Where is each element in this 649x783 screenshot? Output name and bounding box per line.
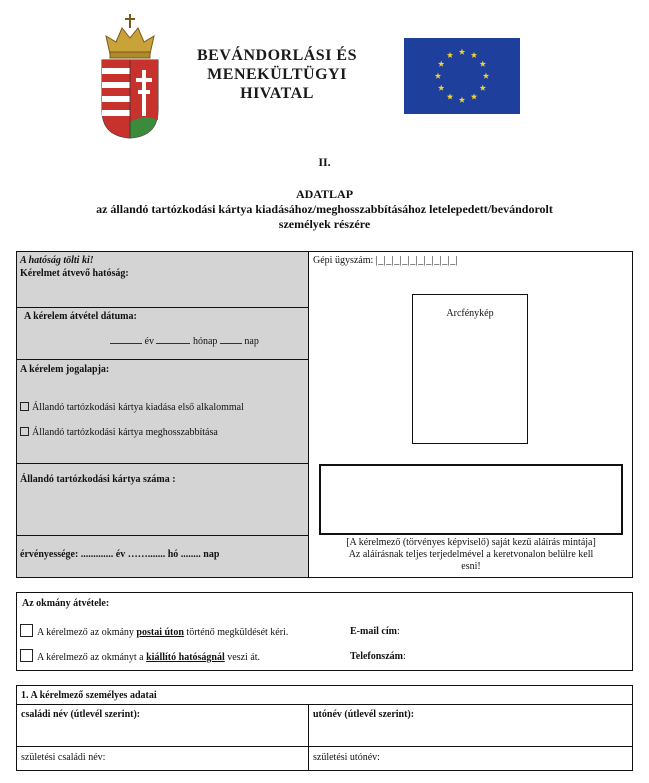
receipt-date-label: A kérelem átvétel dátuma:	[24, 311, 137, 322]
case-number-label: Gépi ügyszám:	[313, 255, 374, 266]
pickup-option-office-text: A kérelmező az okmányt a	[37, 652, 147, 663]
pickup-option-office-tail: veszi át.	[224, 652, 261, 663]
birth-family-name-label[interactable]: születési családi név:	[21, 752, 106, 763]
birth-given-name-label[interactable]: születési utónév:	[313, 752, 380, 763]
date-month-label: hónap	[192, 336, 218, 347]
given-name-label: utónév (útlevél szerint):	[313, 709, 415, 720]
checkbox[interactable]	[20, 402, 29, 411]
family-name-field[interactable]	[20, 722, 304, 744]
date-day-label: nap	[244, 336, 259, 347]
receiving-authority-field[interactable]	[20, 282, 304, 304]
pickup-option-post-bold: postai úton	[136, 627, 184, 638]
signature-caption-line1: [A kérelmező (törvényes képviselő) saját kezű aláírás mintája]	[346, 537, 596, 548]
receipt-date-fields[interactable]	[110, 336, 300, 347]
agency-name-line2: MENEKÜLTÜGYI	[207, 66, 347, 83]
checkbox[interactable]	[20, 649, 33, 662]
email-colon: :	[396, 626, 400, 637]
section-number: II.	[318, 155, 331, 169]
form-subtitle-line2: személyek részére	[278, 217, 371, 231]
pickup-option-office[interactable]	[20, 649, 260, 663]
legal-basis-label: A kérelem jogalapja:	[20, 364, 110, 375]
phone-colon: :	[402, 651, 406, 662]
pickup-title: Az okmány átvétele:	[22, 598, 110, 609]
pickup-option-post[interactable]	[20, 624, 288, 638]
agency-name	[192, 46, 362, 103]
authority-fill-note: A hatóság tölti ki!	[20, 255, 94, 266]
checkbox[interactable]	[20, 427, 29, 436]
given-name-field[interactable]	[312, 722, 628, 744]
validity-label[interactable]: érvényessége: ............. év ……....... hó ........ nap	[20, 549, 220, 560]
signature-caption	[310, 537, 632, 573]
option-extension-label: Állandó tartózkodási kártya meghosszabbítása	[32, 427, 218, 438]
form-subtitle-line1: az állandó tartózkodási kártya kiadásához/meghosszabbításához letelepedett/bevándorolt	[96, 202, 553, 216]
option-extension[interactable]	[20, 427, 218, 438]
date-year-label: év	[144, 336, 154, 347]
agency-name-line3: HIVATAL	[240, 85, 314, 102]
checkbox[interactable]	[20, 624, 33, 637]
pickup-option-post-text: A kérelmező az okmány	[37, 627, 137, 638]
receiving-authority-label: Kérelmet átvevő hatóság:	[20, 268, 129, 279]
photo-label: Arcfénykép	[446, 308, 494, 319]
pickup-option-post-tail: történő megküldését kéri.	[183, 627, 289, 638]
case-number-slots: |_|_|_|_|_|_|_|_|_|_|	[375, 255, 459, 266]
personal-section-title: 1. A kérelmező személyes adatai	[21, 690, 157, 701]
phone-field[interactable]	[350, 651, 406, 662]
family-name-label: családi név (útlevél szerint):	[21, 709, 141, 720]
email-label: E-mail cím	[350, 626, 397, 637]
option-first-issue[interactable]	[20, 402, 244, 413]
email-field[interactable]	[350, 626, 400, 637]
agency-name-line1: BEVÁNDORLÁSI ÉS	[197, 47, 357, 64]
signature-caption-line2: Az aláírásnak teljes terjedelmével a keretvonalon belülre kell	[348, 549, 594, 560]
form-title: ADATLAP	[295, 187, 354, 201]
case-number	[313, 255, 458, 266]
card-number-label: Állandó tartózkodási kártya száma :	[20, 474, 176, 485]
card-number-field[interactable]	[20, 490, 304, 530]
phone-label: Telefonszám	[350, 651, 403, 662]
eu-flag	[404, 38, 520, 114]
pickup-option-office-bold: kiállító hatóságnál	[146, 652, 225, 663]
signature-caption-line3: esni!	[461, 561, 481, 572]
hungarian-coat-of-arms	[96, 10, 164, 140]
option-first-issue-label: Állandó tartózkodási kártya kiadása első alkalommal	[32, 402, 244, 413]
signature-box[interactable]	[319, 464, 623, 535]
